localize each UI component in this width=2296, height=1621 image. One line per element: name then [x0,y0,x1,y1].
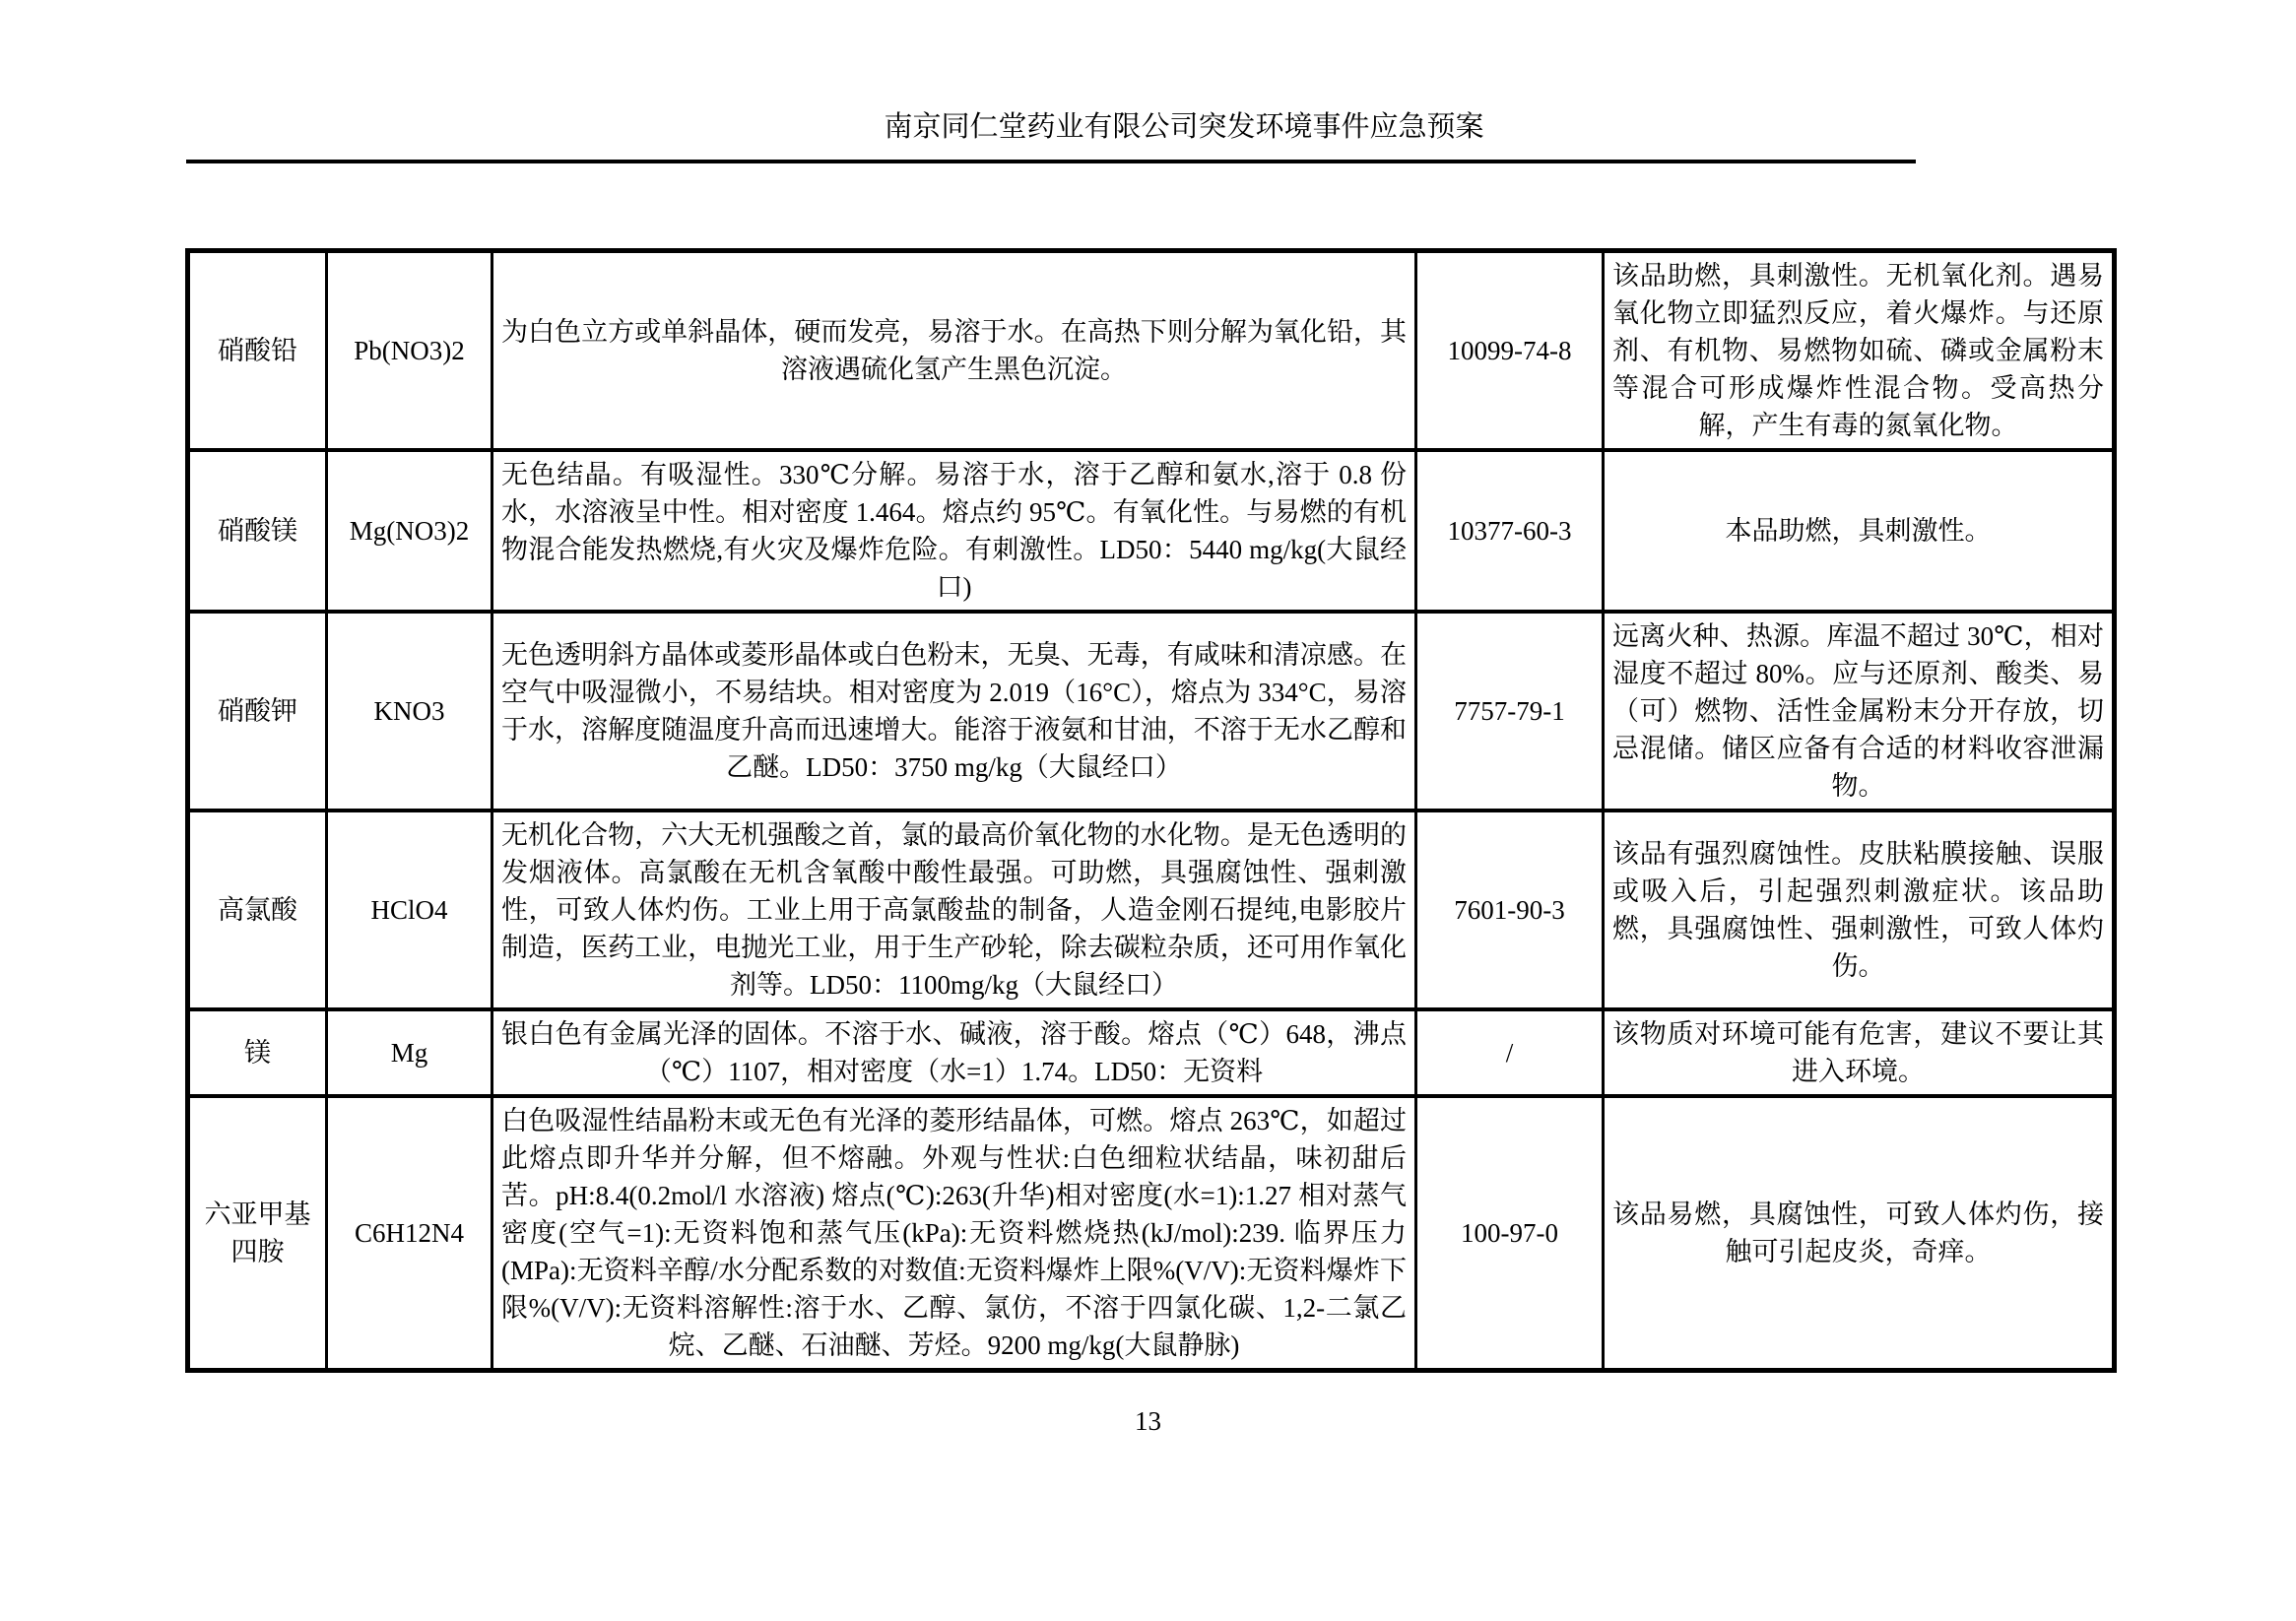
document-header-title: 南京同仁堂药业有限公司突发环境事件应急预案 [884,111,1484,143]
page-header [186,110,1916,163]
chemical-name: 镁 [188,1009,327,1096]
chemical-hazard-info: 该物质对环境可能有危害，建议不要让其进入环境。 [1604,1009,2115,1096]
chemical-name: 硝酸镁 [188,450,327,612]
chemical-name: 硝酸钾 [188,612,327,810]
chemical-formula: Mg(NO3)2 [327,450,492,612]
chemical-cas-number: 7601-90-3 [1416,810,1604,1009]
chemical-description: 银白色有金属光泽的固体。不溶于水、碱液，溶于酸。熔点（℃）648，沸点（℃）1107，相对密度（水=1）1.74。LD50：无资料 [492,1009,1416,1096]
chemical-formula: Mg [327,1009,492,1096]
table-row [188,612,2115,810]
chemical-description: 无机化合物，六大无机强酸之首，氯的最高价氧化物的水化物。是无色透明的发烟液体。高氯酸在无机含氧酸中酸性最强。可助燃，具强腐蚀性、强刺激性，可致人体灼伤。工业上用于高氯酸盐的制备，人造金刚石提纯,电影胶片制造，医药工业，电抛光工业，用于生产砂轮，除去碳粒杂质，还可用作氧化剂等。LD50：1100mg/kg（大鼠经口） [492,810,1416,1009]
chemical-name: 硝酸铅 [188,251,327,451]
chemical-description: 白色吸湿性结晶粉末或无色有光泽的菱形结晶体，可燃。熔点 263℃，如超过此熔点即升华并分解，但不熔融。外观与性状:白色细粒状结晶，味初甜后苦。pH:8.4(0.2mol/l 水溶液) 熔点(℃):263(升华)相对密度(水=1):1.27 相对蒸气密度(空气=1):无资料饱和蒸气压(kPa):无资料燃烧热(kJ/mol):239. 临界压力(MPa):无资料辛醇/水分配系数的对数值:无资料爆炸上限%(V/V):无资料爆炸下限%(V/V):无资料溶解性:溶于水、乙醇、氯仿，不溶于四氯化碳、1,2-二氯乙烷、乙醚、石油醚、芳烃。9200 mg/kg(大鼠静脉) [492,1096,1416,1371]
table-row [188,810,2115,1009]
chemical-hazard-info: 远离火种、热源。库温不超过 30℃，相对湿度不超过 80%。应与还原剂、酸类、易（可）燃物、活性金属粉末分开存放，切忌混储。储区应备有合适的材料收容泄漏物。 [1604,612,2115,810]
chemical-description: 无色透明斜方晶体或菱形晶体或白色粉末，无臭、无毒，有咸味和清凉感。在空气中吸湿微小，不易结块。相对密度为 2.019（16°C），熔点为 334°C，易溶于水，溶解度随温度升高而迅速增大。能溶于液氨和甘油，不溶于无水乙醇和乙醚。LD50：3750 mg/kg（大鼠经口） [492,612,1416,810]
chemical-formula: KNO3 [327,612,492,810]
chemical-cas-number: / [1416,1009,1604,1096]
table-row [188,251,2115,451]
chemical-name: 高氯酸 [188,810,327,1009]
chemical-cas-number: 7757-79-1 [1416,612,1604,810]
chemical-hazard-info: 该品易燃，具腐蚀性，可致人体灼伤，接触可引起皮炎，奇痒。 [1604,1096,2115,1371]
chemical-hazard-info: 该品助燃，具刺激性。无机氧化剂。遇易氧化物立即猛烈反应，着火爆炸。与还原剂、有机物、易燃物如硫、磷或金属粉末等混合可形成爆炸性混合物。受高热分解，产生有毒的氮氧化物。 [1604,251,2115,451]
chemical-description: 为白色立方或单斜晶体，硬而发亮，易溶于水。在高热下则分解为氧化铅，其溶液遇硫化氢产生黑色沉淀。 [492,251,1416,451]
chemical-cas-number: 10099-74-8 [1416,251,1604,451]
table-row [188,1096,2115,1371]
chemical-name: 六亚甲基四胺 [188,1096,327,1371]
chemical-hazard-info: 该品有强烈腐蚀性。皮肤粘膜接触、误服或吸入后，引起强烈刺激症状。该品助燃，具强腐蚀性、强刺激性，可致人体灼伤。 [1604,810,2115,1009]
chemical-cas-number: 100-97-0 [1416,1096,1604,1371]
page-number: 13 [1135,1406,1161,1436]
chemical-formula: Pb(NO3)2 [327,251,492,451]
table-row [188,450,2115,612]
table-row [188,1009,2115,1096]
chemical-hazard-table [185,248,2117,1373]
chemical-formula: HClO4 [327,810,492,1009]
chemical-formula: C6H12N4 [327,1096,492,1371]
chemical-hazard-info: 本品助燃，具刺激性。 [1604,450,2115,612]
chemical-cas-number: 10377-60-3 [1416,450,1604,612]
chemical-description: 无色结晶。有吸湿性。330℃分解。易溶于水，溶于乙醇和氨水,溶于 0.8 份水，水溶液呈中性。相对密度 1.464。熔点约 95℃。有氧化性。与易燃的有机物混合能发热燃烧,有火灾及爆炸危险。有刺激性。LD50：5440 mg/kg(大鼠经口) [492,450,1416,612]
